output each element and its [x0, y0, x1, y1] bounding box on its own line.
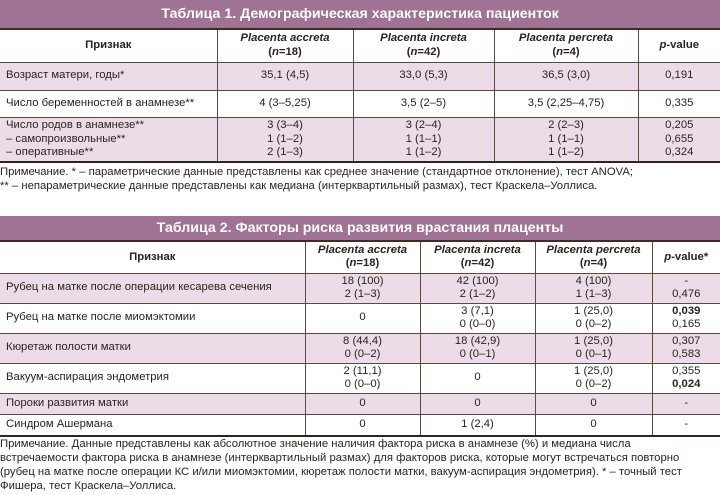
row-feature: Рубец на матке после миомэктомии	[6, 311, 196, 324]
cell-increta: 3 (7,1) 0 (0–0)	[420, 303, 535, 333]
cell-percreta: 1 (25,0) 0 (0–1)	[535, 333, 652, 363]
cell-increta: 0	[420, 363, 535, 393]
note-line: встречаемости фактора риска в анамнезе (интерквартильный размах) для факторов риска, которые могут встречаться повторно	[0, 452, 680, 464]
table-row	[0, 117, 720, 162]
table-row	[0, 333, 720, 363]
table-row	[0, 303, 720, 333]
row-feature: Синдром Ашермана	[6, 418, 113, 430]
cell-percreta: 1 (25,0) 0 (0–2)	[535, 303, 652, 333]
table2	[0, 242, 720, 437]
table-row	[0, 90, 720, 117]
cell-accreta: 0	[305, 393, 420, 414]
cell-increta: 3,5 (2–5)	[353, 90, 494, 117]
header-percreta: Placenta percreta (n=4)	[494, 30, 638, 62]
row-feature: Возраст матери, годы*	[0, 62, 217, 90]
table-row	[0, 62, 720, 90]
row-feature: Число родов в анамнезе** – самопроизвольные** – оперативные**	[0, 117, 217, 162]
cell-pvalue: 0,307 0,583	[652, 333, 720, 363]
cell-pvalue: 0,039 0,165	[652, 303, 720, 333]
cell-percreta: 2 (2–3) 1 (1–1) 1 (1–2)	[494, 117, 638, 162]
cell-percreta: 36,5 (3,0)	[494, 62, 638, 90]
cell-accreta: 3 (3–4) 1 (1–2) 2 (1–3)	[217, 117, 353, 162]
cell-pvalue: -	[652, 393, 720, 414]
row-feature: Пороки развития матки	[0, 393, 305, 414]
row-feature: Кюретаж полости матки	[0, 333, 305, 363]
header-percreta: Placenta percreta (n=4)	[535, 242, 652, 273]
cell-pvalue: 0,355 0,024	[652, 363, 720, 393]
cell-increta: 33,0 (5,3)	[353, 62, 494, 90]
cell-pvalue: - 0,476	[652, 273, 720, 303]
row-feature: Вакуум-аспирация эндометрия	[6, 371, 169, 384]
note-line: Фишера, тест Краскела–Уоллиса.	[0, 480, 177, 492]
cell-pvalue: 0,191	[638, 62, 720, 90]
cell-percreta: 1 (25,0) 0 (0–2)	[535, 363, 652, 393]
cell-increta: 1 (2,4)	[420, 414, 535, 436]
note-line: ** – непараметрические данные представлены как медиана (интерквартильный размах), тест Краскела–Уоллиса.	[0, 180, 598, 192]
header-increta: Placenta increta (n=42)	[353, 30, 494, 62]
table1-title: Таблица 1. Демографическая характеристика пациенток	[0, 0, 720, 30]
header-pvalue: p-value*	[652, 242, 720, 273]
cell-accreta: 2 (11,1) 0 (0–0)	[305, 363, 420, 393]
cell-pvalue: 0,335	[638, 90, 720, 117]
cell-percreta: 4 (100) 1 (1–3)	[535, 273, 652, 303]
table-row	[0, 414, 720, 436]
header-feature: Признак	[85, 39, 132, 51]
table2-note	[0, 437, 716, 493]
header-pvalue: p-value	[638, 30, 720, 62]
cell-increta: 3 (2–4) 1 (1–1) 1 (1–2)	[353, 117, 494, 162]
row-feature: Число беременностей в анамнезе**	[6, 96, 195, 109]
cell-pvalue: -	[652, 414, 720, 436]
table-row	[0, 393, 720, 414]
cell-increta: 42 (100) 2 (1–2)	[420, 273, 535, 303]
cell-increta: 18 (42,9) 0 (0–1)	[420, 333, 535, 363]
row-feature: Рубец на матке после операции кесарева сечения	[0, 273, 305, 303]
cell-accreta: 4 (3–5,25)	[217, 90, 353, 117]
cell-percreta: 0	[535, 414, 652, 436]
cell-percreta: 3,5 (2,25–4,75)	[494, 90, 638, 117]
note-line: (рубец на матке после операции КС и/или миомэктомии, кюретаж полости матки, вакуум-аспирация эндометрия). * – точный тест	[0, 466, 682, 478]
cell-accreta: 18 (100) 2 (1–3)	[305, 273, 420, 303]
cell-pvalue: 0,205 0,655 0,324	[638, 117, 720, 162]
table1-header-row	[0, 30, 720, 62]
table1-note	[0, 165, 716, 193]
cell-accreta: 0	[305, 414, 420, 436]
header-feature: Признак	[129, 250, 176, 263]
note-line: Примечание. Данные представлены как абсолютное значение наличия фактора риска в анамнезе (%) и медиана числа	[0, 438, 631, 450]
cell-accreta: 0	[305, 303, 420, 333]
header-accreta: Placenta accreta (n=18)	[217, 30, 353, 62]
note-line: Примечание. * – параметрические данные представлены как среднее значение (стандартное отклонение), тест ANOVA;	[0, 166, 633, 178]
table2-header-row	[0, 242, 720, 273]
cell-accreta: 35,1 (4,5)	[217, 62, 353, 90]
cell-accreta: 8 (44,4) 0 (0–2)	[305, 333, 420, 363]
header-accreta: Placenta accreta (n=18)	[305, 242, 420, 273]
table2-title: Таблица 2. Факторы риска развития врастания плаценты	[0, 216, 720, 242]
table1	[0, 30, 720, 163]
cell-percreta: 0	[535, 393, 652, 414]
header-increta: Placenta increta (n=42)	[420, 242, 535, 273]
table-row	[0, 273, 720, 303]
cell-increta: 0	[420, 393, 535, 414]
table-row	[0, 363, 720, 393]
